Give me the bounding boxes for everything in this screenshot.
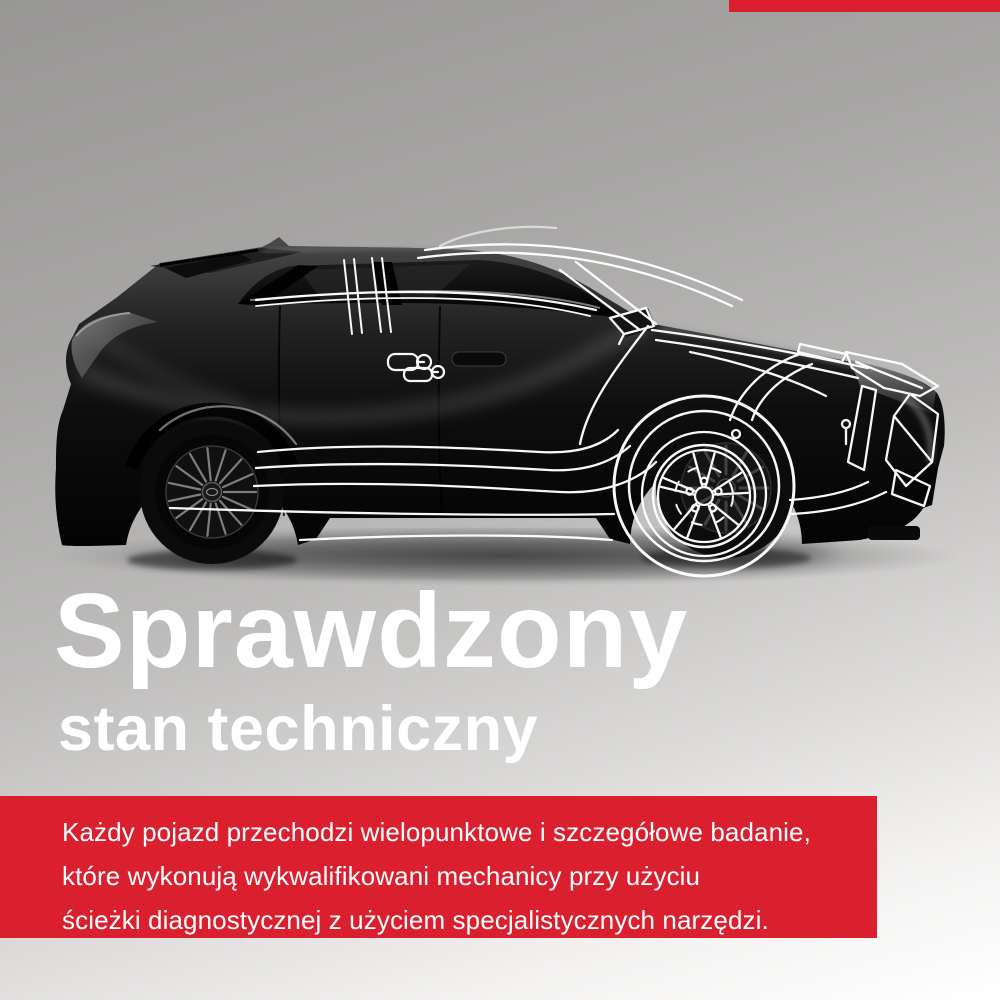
banner-text-line-2: które wykonują wykwalifikowani mechanicy przy użyciu <box>62 861 701 891</box>
info-banner <box>0 796 877 938</box>
headline-subtitle: stan techniczny <box>58 694 539 764</box>
headline-title: Sprawdzony <box>54 572 689 690</box>
headline <box>54 572 689 764</box>
banner-text-line-3: ścieżki diagnostycznej z użyciem specjalistycznych narzędzi. <box>62 905 769 935</box>
door-handle <box>452 352 506 366</box>
banner-text-line-1: Każdy pojazd przechodzi wielopunktowe i szczegółowe badanie, <box>62 817 811 847</box>
